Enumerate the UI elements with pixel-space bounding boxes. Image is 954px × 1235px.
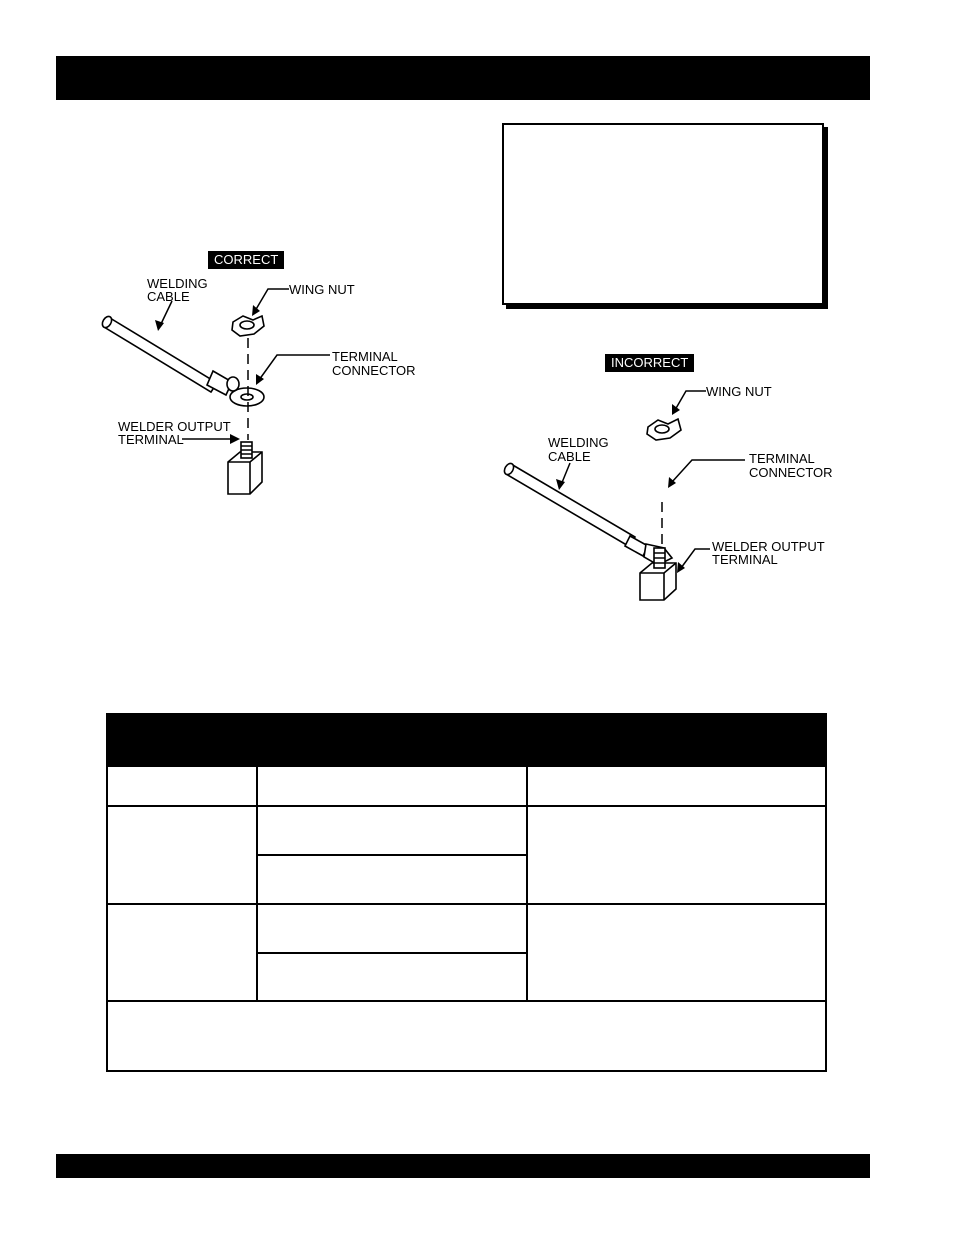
correct-wing-nut-label: WING NUT [289, 282, 355, 297]
table-cell [527, 904, 826, 1001]
table-cell [257, 806, 527, 855]
incorrect-welding-cable-label-1: WELDING [548, 435, 609, 450]
table-header-row [107, 714, 826, 766]
table-row [107, 904, 826, 953]
table-footer-cell [107, 1001, 826, 1071]
correct-terminal-connector-label-2: CONNECTOR [332, 363, 416, 378]
correct-welding-cable-label-1: WELDING [147, 276, 208, 291]
table-row [107, 806, 826, 855]
table-footer-row [107, 1001, 826, 1071]
incorrect-terminal-connector-label-1: TERMINAL [749, 451, 815, 466]
spec-table [106, 713, 827, 1072]
correct-tag: CORRECT [208, 251, 284, 269]
table-cell [257, 855, 527, 904]
table-cell [257, 953, 527, 1001]
table-cell [107, 806, 257, 904]
table-cell [257, 766, 527, 806]
table-cell [107, 904, 257, 1001]
incorrect-welding-cable-label-2: CABLE [548, 449, 591, 464]
table-row [107, 766, 826, 806]
incorrect-welder-output-label-2: TERMINAL [712, 552, 778, 567]
correct-terminal-connector-label-1: TERMINAL [332, 349, 398, 364]
table-cell [527, 806, 826, 904]
footer-bar [56, 1154, 870, 1178]
table-cell [527, 766, 826, 806]
incorrect-wing-nut-shape [647, 419, 681, 440]
table-cell [107, 766, 257, 806]
correct-welding-cable-label-2: CABLE [147, 289, 190, 304]
incorrect-welder-output-label-1: WELDER OUTPUT [712, 539, 825, 554]
table-cell [257, 904, 527, 953]
table-header-cell [107, 714, 826, 766]
incorrect-terminal-connector-label-2: CONNECTOR [749, 465, 833, 480]
correct-welder-output-label-2: TERMINAL [118, 432, 184, 447]
incorrect-cable [503, 462, 672, 565]
incorrect-wing-nut-label: WING NUT [706, 384, 772, 399]
correct-welder-output-label-1: WELDER OUTPUT [118, 419, 231, 434]
incorrect-tag: INCORRECT [605, 354, 694, 372]
